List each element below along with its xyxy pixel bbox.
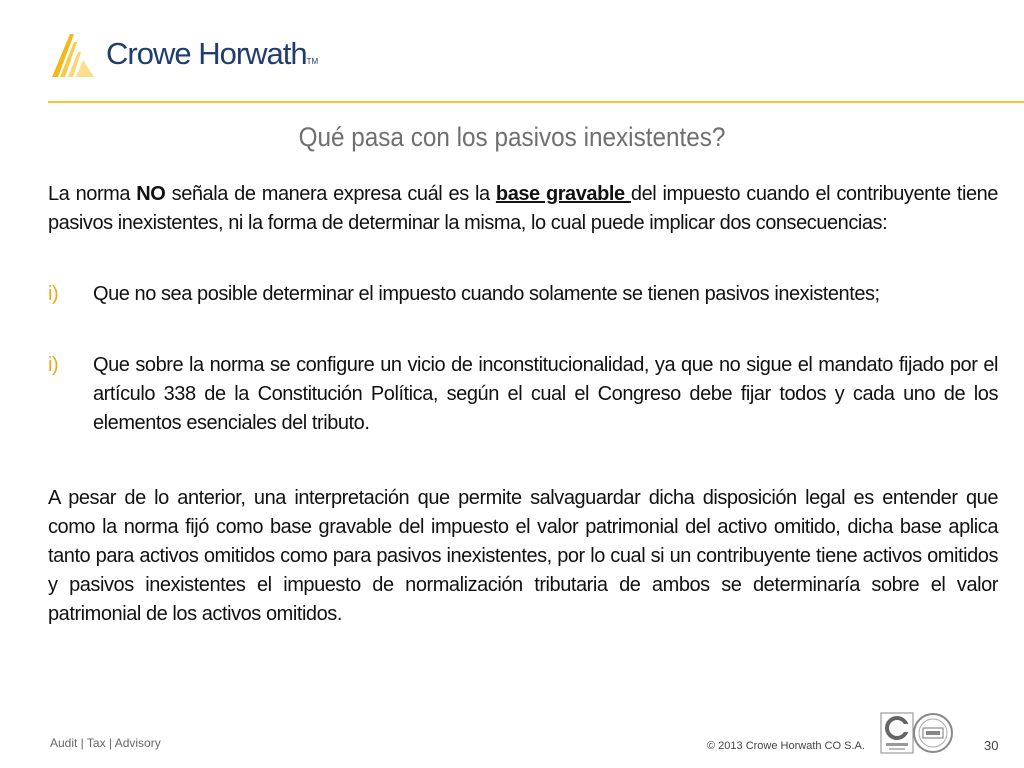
bullet-item-1	[48, 280, 998, 309]
slide-title: Qué pasa con los pasivos inexistentes?	[298, 122, 726, 152]
bullet-marker: i)	[48, 283, 59, 305]
intro-part2: señala de manera expresa cuál es la	[165, 183, 496, 205]
logo-text: Crowe Horwath	[106, 36, 307, 71]
spacer	[48, 438, 998, 484]
intro-part1: La norma	[48, 183, 137, 205]
intro-emphasis: NO	[136, 183, 166, 205]
intro-paragraph	[48, 180, 998, 238]
crowe-logo-icon	[50, 32, 100, 78]
footer-tagline: Audit | Tax | Advisory	[50, 736, 161, 750]
spacer	[48, 238, 998, 280]
bullet-marker: i)	[48, 354, 59, 376]
iqnet-certification-icon	[912, 712, 954, 754]
header-divider	[48, 101, 1024, 103]
intro-part3: del impuesto cuando el contribuyente tiene pasivos inexistentes, ni la forma de determinar la misma, lo cual puede implicar dos consecuencias:	[48, 183, 998, 234]
slide-body	[48, 180, 998, 629]
conclusion-paragraph: A pesar de lo anterior, una interpretación que permite salvaguardar dicha disposición legal es entender que como la norma fijó como base gravable del impuesto el valor patrimonial del activo omitido, dicha base aplica tanto para activos omitidos como para pasivos inexistentes, por lo cual si un contribuyente tiene activos omitidos y pasivos inexistentes el impuesto de normalización tributaria de ambos se determinaría sobre el valor patrimonial de los activos omitidos.	[48, 487, 998, 625]
bullet-text: Que sobre la norma se configure un vicio de inconstitucionalidad, ya que no sigue el mandato fijado por el artículo 338 de la Constitución Política, según el cual el Congreso debe fijar todos y cada uno de los elementos esenciales del tributo.	[93, 354, 998, 434]
iso-9001-certification-icon	[880, 712, 914, 754]
footer-copyright: © 2013 Crowe Horwath CO S.A.	[707, 740, 865, 752]
logo-wordmark	[106, 36, 318, 72]
bullet-text: Que no sea posible determinar el impuesto cuando solamente se tienen pasivos inexistentes;	[93, 283, 880, 305]
intro-underlined-term: base gravable	[495, 183, 631, 205]
spacer	[48, 309, 998, 351]
bullet-item-2	[48, 351, 998, 438]
page-number: 30	[984, 738, 999, 753]
logo-trademark: TM	[306, 57, 319, 66]
